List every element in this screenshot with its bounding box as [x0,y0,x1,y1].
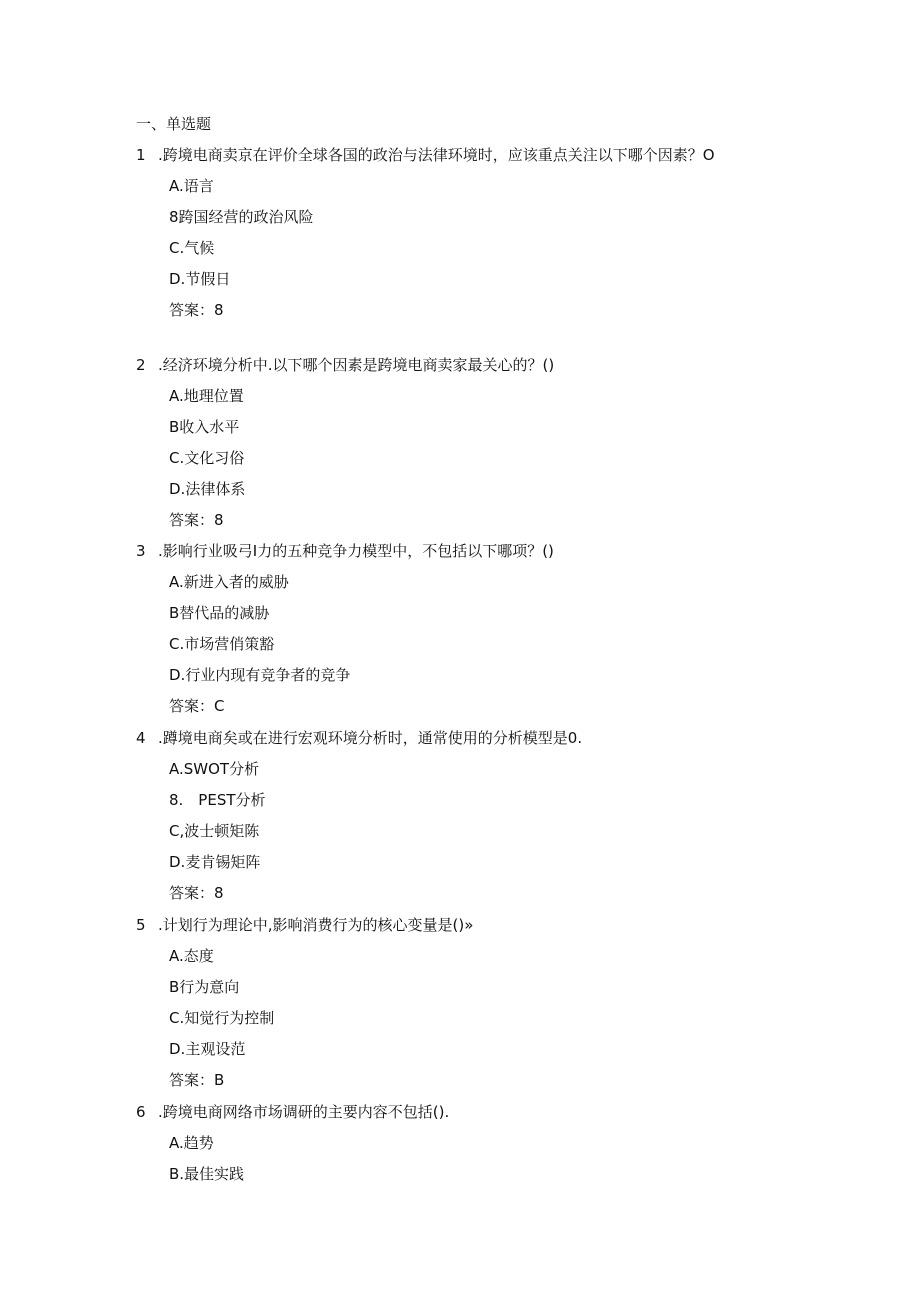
option-a: A.语言 [169,177,214,195]
question-line [136,541,896,561]
option-b: B替代品的减胁 [169,604,270,622]
question-line [136,728,896,748]
question-text: .蹲境电商矣或在进行宏观环境分析时，通常使用的分析模型是0. [158,729,583,747]
option-c: C.知觉行为控制 [169,1009,275,1027]
question-number: 4 [136,729,146,747]
answer-line: 答案：8 [169,884,224,902]
option-a: A.态度 [169,947,214,965]
option-b: B行为意向 [169,978,240,996]
option-d: D.麦肯锡矩阵 [169,853,261,871]
answer-line: 答案：B [169,1071,225,1089]
option-d: D.主观设范 [169,1040,246,1058]
question-number: 3 [136,542,146,560]
option-b: B.最佳实践 [169,1165,245,1183]
question-text: .跨境电商卖京在评价全球各国的政治与法律环境时，应该重点关注以下哪个因素？O [158,146,715,164]
option-a: A.SWOT分析 [169,760,260,778]
answer-line: 答案：C [169,697,225,715]
answer-line: 答案：8 [169,511,224,529]
question-number: 1 [136,146,146,164]
option-b: B收入水平 [169,418,240,436]
option-d: D.节假日 [169,270,231,288]
question-number: 6 [136,1103,146,1121]
option-c: C.市场营俏策豁 [169,635,275,653]
option-a: A.地理位置 [169,387,244,405]
question-line [136,355,896,375]
option-b: 8跨国经营的政治风险 [169,208,314,226]
question-6 [136,1102,896,1184]
question-text: .跨境电商网络市场调研的主要内容不包括(). [158,1103,450,1121]
question-text: .影响行业吸弓I力的五种竞争力模型中，不包括以下哪项？() [158,542,554,560]
option-d: D.法律体系 [169,480,246,498]
option-b: 8. PEST分析 [169,791,266,809]
question-1 [136,145,896,320]
option-c: C.气候 [169,239,215,257]
option-a: A.新进入者的威胁 [169,573,289,591]
question-line [136,145,896,165]
question-number: 5 [136,916,146,934]
question-line [136,915,896,935]
question-2 [136,355,896,530]
question-3 [136,541,896,716]
answer-line: 答案：8 [169,301,224,319]
option-d: D.行业内现有竞争者的竞争 [169,666,351,684]
option-a: A.趋势 [169,1134,214,1152]
question-text: .计划行为理论中,影响消费行为的核心变量是()» [158,916,474,934]
question-number: 2 [136,356,146,374]
question-4 [136,728,896,903]
question-5 [136,915,896,1090]
question-text: .经济环境分析中.以下哪个因素是跨境电商卖家最关心的？() [158,356,555,374]
option-c: C.文化习俗 [169,449,245,467]
question-line [136,1102,896,1122]
section-title: 一、单选题 [136,115,212,133]
option-c: C,波士顿矩陈 [169,822,260,840]
